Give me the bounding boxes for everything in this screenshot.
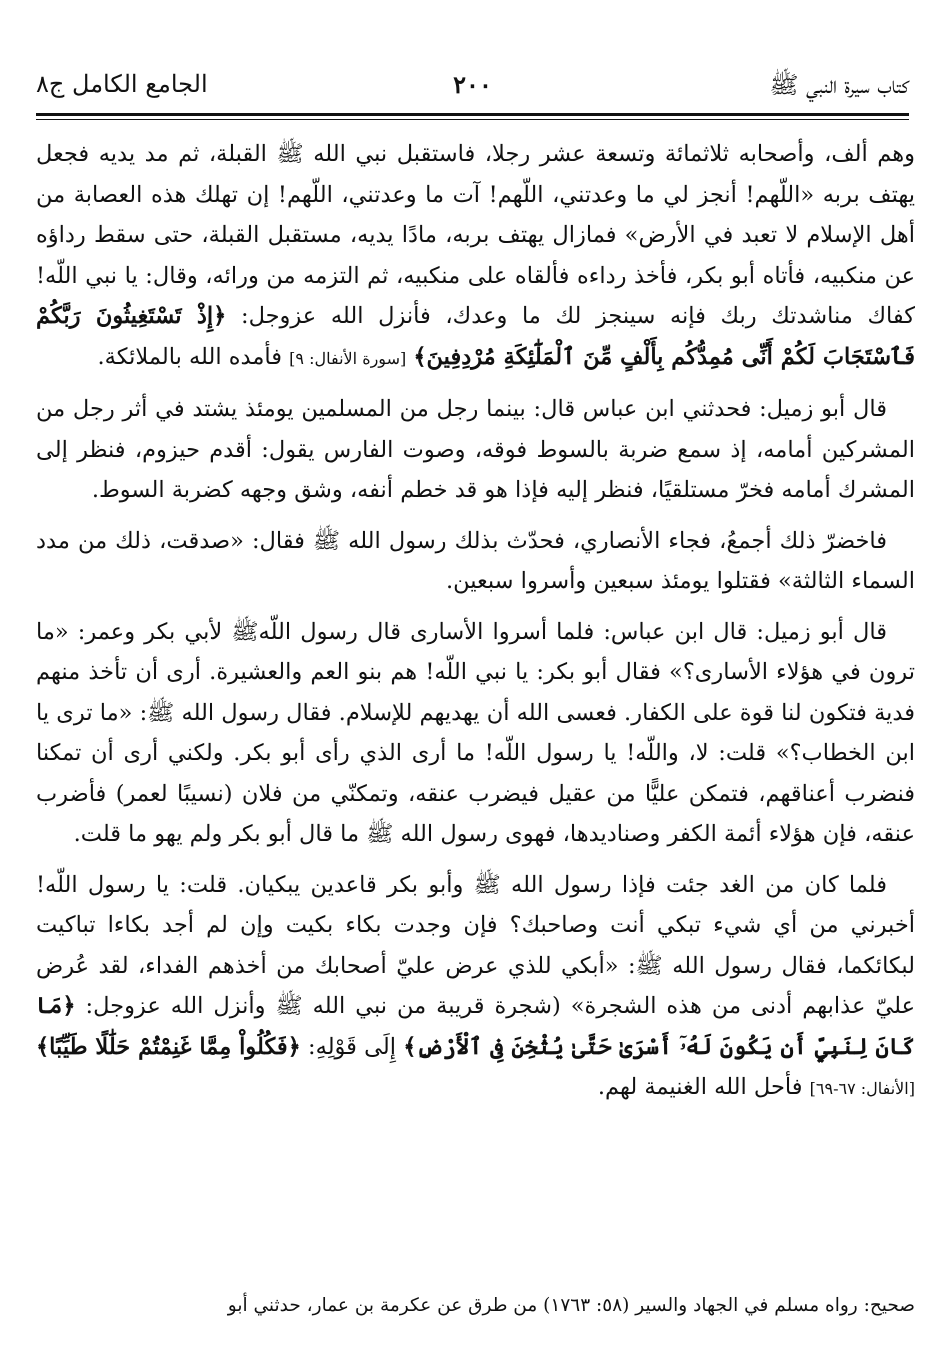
paragraph: فاخضرّ ذلك أجمعُ، فجاء الأنصاري، فحدّث بذلك رسول الله ﷺ فقال: «صدقت، ذلك من مدد السماء الثالثة» فقتلوا يومئذ سبعين وأسروا سبعين. [36,527,915,594]
verse-reference: [سورة الأنفال: ٩] [289,348,407,368]
quran-verse: ﴿مَا كَانَ لِنَبِيٍّ أَن يَكُونَ لَهُۥٓ أَسْرَىٰ حَتَّىٰ يُثْخِنَ فِى ٱلْأَرْضِ﴾ [36,993,915,1060]
paragraph-text: فأحل الله الغنيمة لهم. [597,1074,810,1100]
quran-verse: ﴿إِذْ تَسْتَغِيثُونَ رَبَّكُمْ فَٱسْتَجَابَ لَكُمْ أَنِّى مُمِدُّكُم بِأَلْفٍ مِّنَ ٱلْمَلَٰٓئِكَةِ مُرْدِفِينَ﴾ [36,303,915,370]
page-header [36,70,909,116]
paragraph: قال أبو زميل: قال ابن عباس: فلما أسروا الأسارى قال رسول اللّهﷺ لأبي بكر وعمر: «ما ترون في هؤلاء الأسارى؟» فقال أبو بكر: يا نبي اللّه! هم بنو العم والعشيرة. أرى أن تأخذ منهم فدية فتكون لنا قوة على الكفار. فعسى الله أن يهديهم للإسلام. فقال رسول الله ﷺ: «ما ترى يا ابن الخطاب؟» قلت: لا، واللّه! يا رسول اللّه! ما أرى الذي رأى أبو بكر. ولكني أرى أن تمكنا فنضرب أعناقهم، فتمكن عليًّا من عقيل فيضرب عنقه، وتمكنّي من فلان (نسيبًا لعمر) فأضرب عنقه، فإن هؤلاء أئمة الكفر وصناديدها، فهوى رسول الله ﷺ ما قال أبو بكر ولم يهو ما قلت. [36,618,915,847]
paragraph: قال أبو زميل: فحدثني ابن عباس قال: بينما رجل من المسلمين يومئذ يشتد في أثر رجل من المشركين أمامه، إذ سمع ضربة بالسوط فوقه، وصوت الفارس يقول: أقدم حيزوم، فنظر إلى المشرك أمامه فخرّ مستلقيًا، فنظر إليه فإذا هو قد خطم أنفه، وشق وجهه كضربة السوط. [36,396,915,503]
header-rule [36,113,909,116]
book-volume-title: الجامع الكامل ج٨ [36,70,208,98]
paragraph-text: فلما كان من الغد جئت فإذا رسول الله ﷺ وأبو بكر قاعدين يبكيان. قلت: يا رسول اللّه! أخبرني من أي شيء تبكي أنت وصاحبك؟ فإن وجدت بكاء بكيت وإن لم أجد بكاءا تباكيت لبكائكما، فقال رسول الله ﷺ: «أبكي للذي عرض عليّ أصحابك من أخذهم الفداء، لقد عُرض عليّ عذابهم أدنى من هذه الشجرة» (شجرة قريبة من نبي الله ﷺ وأنزل الله عزوجل: [36,871,915,1019]
header-rule-thin [36,119,909,120]
paragraph-text: وهم ألف، وأصحابه ثلاثمائة وتسعة عشر رجلا، فاستقبل نبي الله ﷺ القبلة، ثم مد يديه فجعل يهتف بربه «اللّهم! أنجز لي ما وعدتني، اللّهم! آت ما وعدتني، اللّهم! إن تهلك هذه العصابة من أهل الإسلام لا تعبد في الأرض» فمازال يهتف بربه، مادًا يديه، مستقبل القبلة، حتى سقط رداؤه عن منكبيه، فأتاه أبو بكر، فأخذ رداءه فألقاه على منكبيه، ثم التزمه من ورائه، وقال: يا نبي اللّه! كفاك مناشدتك ربك فإنه سينجز لك ما وعدك، فأنزل الله عزوجل: [36,141,915,329]
main-text [36,134,915,1120]
paragraph-text: إِلَى قَوْلِهِ: [300,1033,404,1060]
paragraph [36,865,915,1110]
quran-verse: ﴿فَكُلُواْ مِمَّا غَنِمْتُمْ حَلَٰلًا طَيِّبًا﴾ [36,1033,301,1060]
paragraph [36,134,915,379]
footnote: صحيح: رواه مسلم في الجهاد والسير (٥٨: ١٧٦٣) من طرق عن عكرمة بن عمار، حدثني أبو [227,1295,915,1316]
verse-reference: [الأنفال: ٦٧-٦٩] [809,1079,915,1098]
page-number: ٢٠٠ [453,70,492,99]
book-section-title: كتاب سيرة النبي ﷺ [769,71,909,99]
paragraph-text: فأمده الله بالملائكة. [97,343,290,370]
